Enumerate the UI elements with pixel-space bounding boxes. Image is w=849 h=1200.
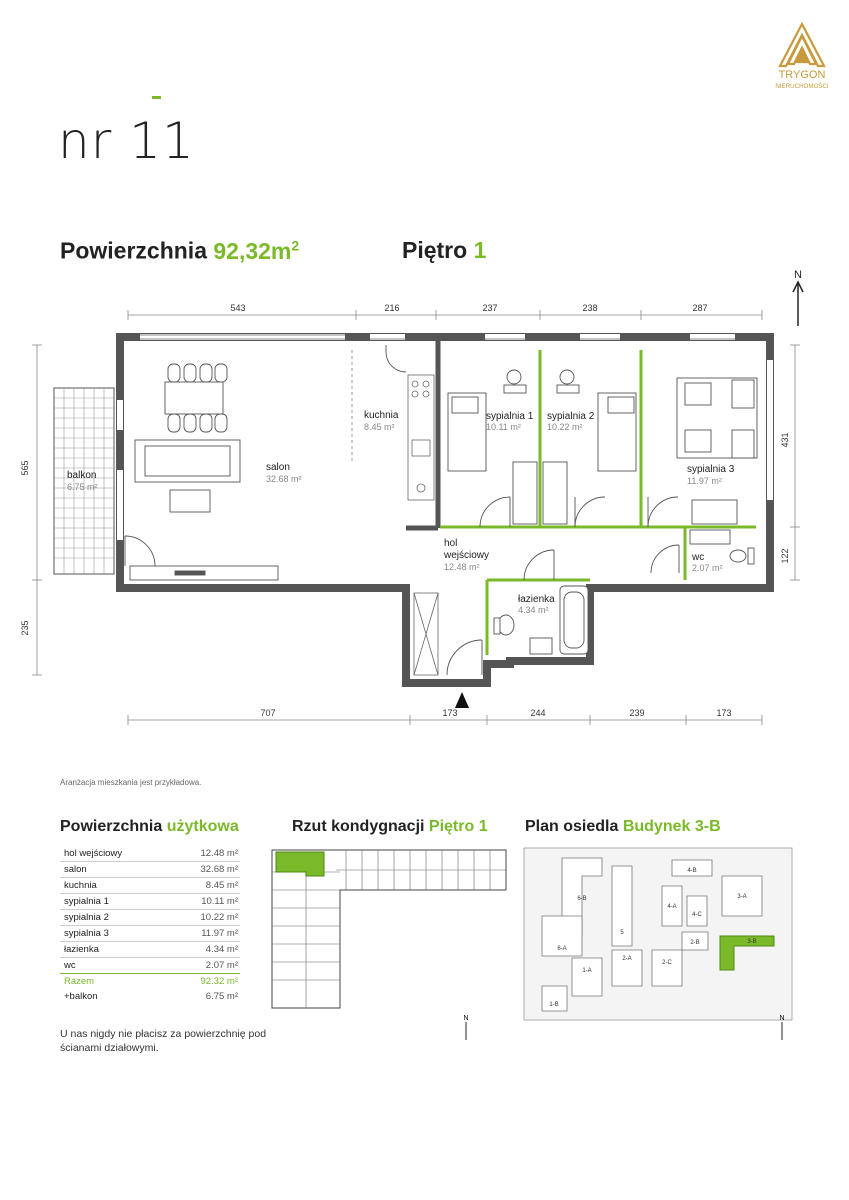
- dim-bottom-2: 173: [442, 708, 458, 718]
- room-wc-area: 2.07 m²: [692, 563, 723, 573]
- floor-plan: [0, 260, 849, 730]
- dim-top-4: 238: [582, 303, 598, 313]
- brand-sub: NIERUCHOMOŚCI: [775, 83, 829, 90]
- table-total-row: Razem 92.32 m²: [64, 976, 238, 987]
- dim-top-2: 216: [384, 303, 400, 313]
- brand-name: TRYGON: [778, 69, 826, 81]
- highlighted-apartment: [276, 852, 324, 876]
- dim-left-1: 565: [20, 460, 30, 476]
- svg-text:N: N: [794, 269, 802, 281]
- dim-right-1: 431: [780, 432, 790, 448]
- usable-area-heading: Powierzchnia użytkowa: [60, 818, 239, 835]
- north-arrow-icon: [793, 269, 803, 326]
- svg-text:4-C: 4-C: [692, 912, 702, 918]
- room-sypialnia1-area: 10.11 m²: [486, 422, 521, 432]
- table-row: sypialnia 3 11.97 m²: [60, 926, 240, 942]
- svg-text:3-A: 3-A: [737, 894, 747, 900]
- room-sypialnia1-name: sypialnia 1: [486, 411, 534, 422]
- floor-layout-heading: Rzut kondygnacji Piętro 1: [292, 818, 488, 835]
- table-row: sypialnia 1 10.11 m²: [60, 894, 240, 910]
- svg-text:N: N: [463, 1015, 469, 1022]
- room-salon-name: salon: [266, 462, 290, 473]
- table-row: kuchnia 8.45 m²: [60, 878, 240, 894]
- area-label: Powierzchnia: [60, 237, 207, 264]
- room-wc-name: wc: [692, 552, 705, 563]
- room-hol-area: 12.48 m²: [444, 562, 480, 572]
- room-sypialnia2-area: 10.22 m²: [547, 422, 583, 432]
- layout-note: Aranżacja mieszkania jest przykładowa.: [60, 778, 202, 787]
- north-arrow-small-icon: [460, 1012, 472, 1047]
- apartment-num: 11: [129, 112, 195, 170]
- svg-text:1-A: 1-A: [582, 968, 592, 974]
- svg-text:6-B: 6-B: [577, 896, 587, 902]
- svg-text:2-B: 2-B: [690, 940, 700, 946]
- svg-text:3-B: 3-B: [747, 939, 757, 945]
- rooms-table: [60, 846, 240, 1004]
- table-row: hol wejściowy 12.48 m²: [60, 846, 240, 862]
- table-row: łazienka 4.34 m²: [60, 942, 240, 958]
- apartment-number: [58, 112, 195, 170]
- disclaimer: U nas nigdy nie płacisz za powierzchnię pod ścianami działowymi.: [60, 1028, 267, 1054]
- room-salon-area: 32.68 m²: [266, 474, 302, 484]
- brand-logo: [766, 20, 838, 102]
- svg-text:4-B: 4-B: [687, 868, 697, 874]
- room-kuchnia-name: kuchnia: [364, 410, 399, 421]
- kitchen-counter: [408, 375, 434, 500]
- floor-label: Piętro: [402, 237, 468, 263]
- estate-map: [522, 846, 794, 1022]
- floor-layout-map: [266, 846, 512, 1016]
- room-balkon-area: 6.75 m²: [67, 482, 98, 492]
- room-lazienka-name: łazienka: [518, 594, 555, 605]
- table-row: sypialnia 2 10.22 m²: [60, 910, 240, 926]
- balcony: [54, 388, 114, 574]
- room-hol-name-2: wejściowy: [444, 550, 490, 561]
- north-arrow-small-icon-2: [776, 1012, 788, 1047]
- room-sypialnia3-area: 11.97 m²: [687, 476, 722, 486]
- svg-text:1-B: 1-B: [549, 1002, 559, 1008]
- table-row: salon 32.68 m²: [60, 862, 240, 878]
- room-sypialnia3-name: sypialnia 3: [687, 464, 735, 475]
- area-value: $92,32m^2$: [213, 237, 300, 264]
- dim-bottom-3: 244: [530, 708, 546, 718]
- sofa: [130, 440, 278, 580]
- trygon-triangle-icon: [780, 24, 824, 66]
- title-accent: [152, 96, 161, 99]
- dim-top-1: 543: [230, 303, 246, 313]
- room-sypialnia2-name: sypialnia 2: [547, 411, 595, 422]
- dining-table: [165, 364, 227, 432]
- svg-text:4-A: 4-A: [667, 904, 677, 910]
- room-kuchnia-area: 8.45 m²: [364, 422, 395, 432]
- svg-text:N: N: [779, 1015, 785, 1022]
- dim-top-5: 287: [692, 303, 708, 313]
- room-hol-name: hol: [444, 538, 458, 549]
- room-lazienka-area: 4.34 m²: [518, 605, 549, 615]
- svg-text:5: 5: [620, 930, 624, 936]
- apartment-prefix: nr: [58, 112, 113, 170]
- dim-right-2: 122: [780, 548, 790, 564]
- room-balkon-name: balkon: [67, 470, 97, 481]
- dim-left-2: 235: [20, 620, 30, 636]
- svg-text:2-C: 2-C: [662, 960, 672, 966]
- dim-bottom-4: 239: [629, 708, 645, 718]
- table-balcony-row: +balkon 6.75 m²: [64, 991, 238, 1002]
- dim-bottom-5: 173: [716, 708, 732, 718]
- dim-top-3: 237: [482, 303, 498, 313]
- estate-plan-heading: Plan osiedla Budynek 3-B: [525, 818, 721, 835]
- svg-text:2-A: 2-A: [622, 956, 632, 962]
- floor-value: 1: [473, 237, 487, 263]
- svg-text:6-A: 6-A: [557, 946, 567, 952]
- dim-bottom-1: 707: [260, 708, 276, 718]
- entrance-arrow-icon: [455, 692, 469, 708]
- table-row: wc 2.07 m²: [60, 958, 240, 974]
